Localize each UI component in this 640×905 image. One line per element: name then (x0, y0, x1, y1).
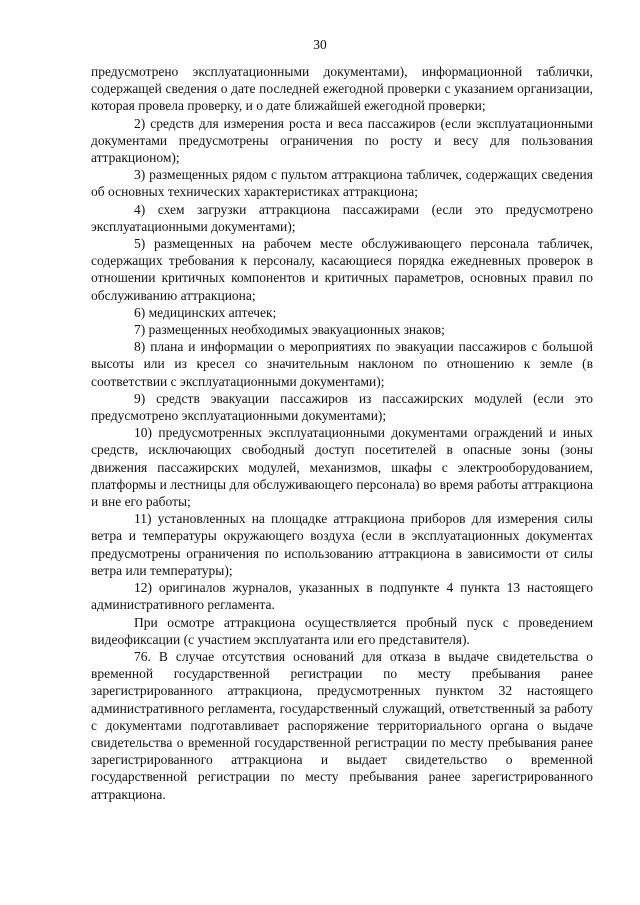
paragraph-item-11: 11) установленных на площадке аттракциона приборов для измерения силы ветра и температуры окружающего воздуха (если в эксплуатационных документах предусмотрены ограничения по использованию аттракциона в зависимости от силы ветра или температуры); (91, 511, 593, 578)
paragraph-item-8: 8) плана и информации о мероприятиях по эвакуации пассажиров с большой высоты или из кресел со значительным наклоном по отношению к земле (в соответствии с эксплуатационными документами); (91, 339, 593, 389)
paragraph-clause-76: 76. В случае отсутствия оснований для отказа в выдаче свидетельства о временной государственной регистрации по месту пребывания ранее зарегистрированного аттракциона, предусмотренных пунктом 32 настоящего административного регламента, государственный служащий, ответственный за работу с документами подготавливает распоряжение территориального органа о выдаче свидетельства о временной государственной регистрации по месту пребывания ранее зарегистрированного аттракциона и выдает свидетельство о временной государственной регистрации по месту пребывания ранее зарегистрированного аттракциона. (91, 648, 593, 802)
paragraph-continuation: предусмотрено эксплуатационными документами), информационной таблички, содержащей сведения о дате последней ежегодной проверки с указанием организации, которая провела проверку, и о дате ближайшей ежегодной проверки; (91, 64, 593, 114)
paragraph-item-5: 5) размещенных на рабочем месте обслуживающего персонала табличек, содержащих требования к персоналу, касающиеся порядка ежедневных проверок в отношении критичных компонентов и критичных параметров, основных правил по обслуживанию аттракциона; (91, 236, 593, 303)
page-number: 30 (313, 37, 327, 52)
paragraph-item-10: 10) предусмотренных эксплуатационными документами ограждений и иных средств, исключающих свободный доступ посетителей в опасные зоны (зоны движения пассажирских модулей, механизмов, шкафы с электрооборудованием, платформы и лестницы для обслуживающего персонала) во время работы аттракциона и вне его работы; (91, 425, 593, 510)
document-body (91, 63, 593, 803)
paragraph-item-7: 7) размещенных необходимых эвакуационных знаков; (134, 322, 445, 338)
paragraph-item-6: 6) медицинских аптечек; (134, 304, 277, 320)
paragraph-item-4: 4) схем загрузки аттракциона пассажирами (если это предусмотрено эксплуатационными документами); (91, 201, 593, 234)
paragraph-item-2: 2) средств для измерения роста и веса пассажиров (если эксплуатационными документами предусмотрены ограничения по росту и весу для пользования аттракционом); (91, 115, 593, 166)
paragraph-item-12: 12) оригиналов журналов, указанных в подпункте 4 пункта 13 настоящего административного регламента. (91, 580, 593, 613)
paragraph-item-9: 9) средств эвакуации пассажиров из пассажирских модулей (если это предусмотрено эксплуатационными документами); (91, 390, 593, 424)
paragraph-item-3: 3) размещенных рядом с пультом аттракциона табличек, содержащих сведения об основных технических характеристиках аттракциона; (91, 167, 593, 200)
paragraph-test-run: При осмотре аттракциона осуществляется пробный пуск с проведением видеофиксации (с участием эксплуатанта или его представителя). (91, 614, 593, 647)
